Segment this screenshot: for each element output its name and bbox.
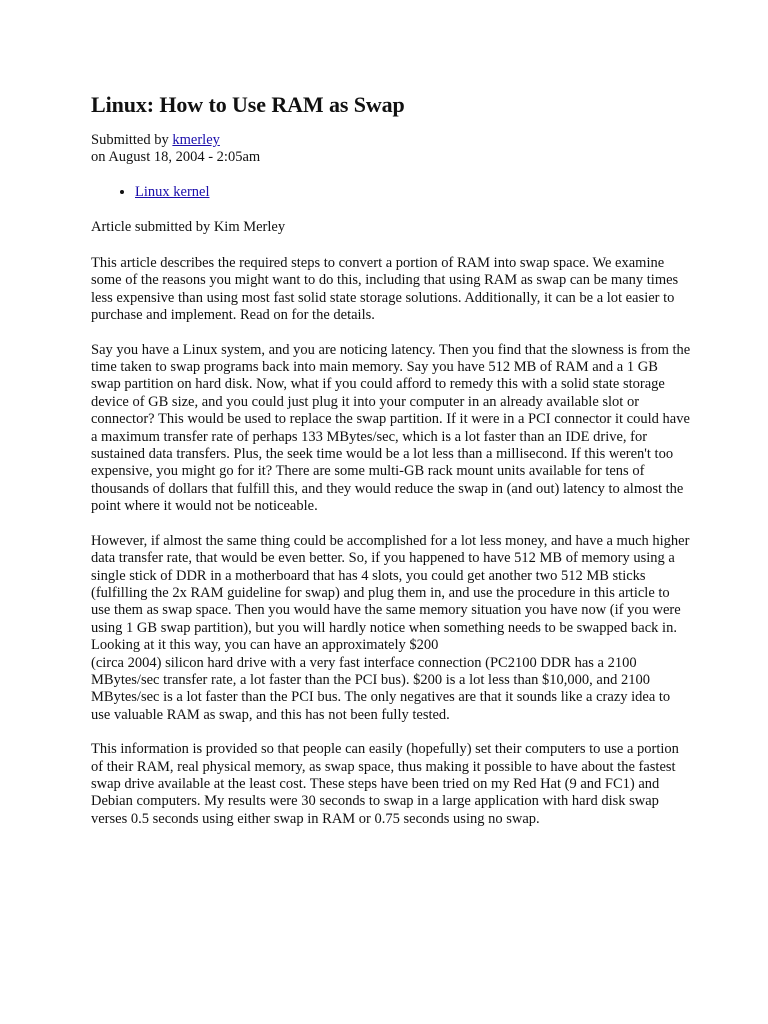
paragraph-results: This information is provided so that people can easily (hopefully) set their computers to use a portion of their RAM, real physical memory, as swap space, thus making it possible to have about the fastest swap drive available at the least cost. These steps have been tried on my Red Hat (9 and FC1) and Debian computers. My results were 30 seconds to swap in a large application with hard disk swap verses 0.5 seconds using either swap in RAM or 0.75 seconds using no swap. (91, 741, 679, 827)
paragraph-circa: (circa 2004) silicon hard drive with a very fast interface connection (PC2100 DDR has a 2100 MBytes/sec transfer rate, a lot faster than the PCI bus). $200 is a lot less than $10,000, and 2100 MBytes/sec is a lot faster than the PCI bus. The only negatives are that it sounds like a crazy idea to use valuable RAM as swap, and this has not been fully tested. (91, 654, 671, 723)
submission-meta (91, 132, 708, 166)
paragraph-latency: Say you have a Linux system, and you are noticing latency. Then you find that the slowness is from the time taken to swap programs back into main memory. Say you have 512 MB of RAM and a 1 GB swap partition on hard disk. Now, what if you could afford to remedy this with a solid state storage device of GB size, and you could just plug it into your computer in an already available slot or connector? This would be used to replace the swap partition. If it were in a PCI connector it could have a maximum transfer rate of perhaps 133 MBytes/sec, which is a lot faster than an IDE drive, for sustained data transfers. Plus, the seek time would be a lot less than a millisecond. If this weren't too expensive, you might go for it? There are some multi-GB rack mount units available for tens of thousands of dollars that fulfill this, and they would reduce the swap in (and out) latency to almost the point where it would not be noticeable. (91, 341, 691, 515)
submitted-by-line (91, 132, 708, 149)
date-line: on August 18, 2004 - 2:05am (91, 149, 261, 165)
paragraph-intro: This article describes the required steps to convert a portion of RAM into swap space. We examine some of the reasons you might want to do this, including that using RAM as swap can be many times less expensive than using most fast solid state storage solutions. Additionally, it can be a lot easier to purchase and implement. Read on for the details. (91, 255, 679, 324)
paragraph-cost: However, if almost the same thing could be accomplished for a lot less money, and have a much higher data transfer rate, that would be even better. So, if you happened to have 512 MB of memory using a single stick of DDR in a motherboard that has 4 slots, you could get another two 512 MB sticks (fulfilling the 2x RAM guideline for swap) and plug them in, and use the procedure in this article to use them as swap space. Then you would have the same memory situation you have now (if you were using 1 GB swap partition), but you will hardly notice when something needs to be swapped back in. Looking at it this way, you can have an approximately $200 (91, 532, 690, 654)
tag-item (135, 184, 708, 201)
article-title: Linux: How to Use RAM as Swap (91, 92, 405, 117)
submitted-prefix: Submitted by (91, 132, 173, 148)
tag-list (91, 184, 708, 201)
article-byline: Article submitted by Kim Merley (91, 219, 286, 235)
author-link[interactable]: kmerley (172, 132, 220, 148)
tag-link-linux-kernel[interactable]: Linux kernel (135, 184, 210, 200)
